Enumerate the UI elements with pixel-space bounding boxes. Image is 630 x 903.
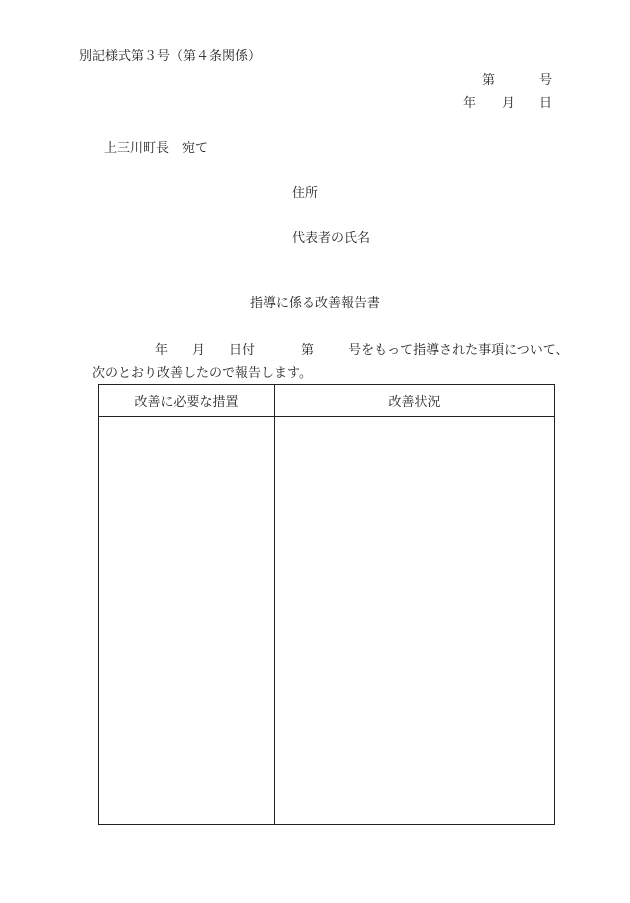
table-row — [99, 417, 555, 825]
body-number-prefix: 第 — [301, 343, 315, 358]
body-day: 日付 — [229, 343, 256, 358]
doc-number-suffix: 号 — [538, 73, 552, 88]
body-line-2: 次のとおり改善したので報告します。 — [92, 366, 312, 381]
body-line-1 — [155, 344, 569, 357]
doc-date-day: 日 — [538, 96, 552, 111]
body-month: 月 — [192, 343, 206, 358]
doc-number-prefix: 第 — [481, 73, 495, 88]
header-required-measures: 改善に必要な措置 — [99, 385, 275, 417]
form-code: 別記様式第３号（第４条関係） — [79, 49, 262, 64]
improvement-status-cell[interactable] — [275, 417, 555, 825]
body-year: 年 — [155, 343, 169, 358]
required-measures-cell[interactable] — [99, 417, 275, 825]
document-date — [463, 97, 552, 110]
document-number — [482, 74, 552, 87]
document-title: 指導に係る改善報告書 — [249, 296, 380, 311]
report-table — [98, 384, 555, 825]
table-header-row — [99, 385, 555, 417]
doc-date-month: 月 — [501, 96, 515, 111]
sender-representative-label: 代表者の氏名 — [292, 231, 371, 246]
addressee: 上三川町長 宛て — [104, 141, 209, 156]
sender-address-label: 住所 — [292, 186, 319, 201]
doc-date-year: 年 — [462, 96, 476, 111]
header-improvement-status: 改善状況 — [275, 385, 555, 417]
body-line1-rest: 号をもって指導された事項について、 — [348, 343, 569, 358]
